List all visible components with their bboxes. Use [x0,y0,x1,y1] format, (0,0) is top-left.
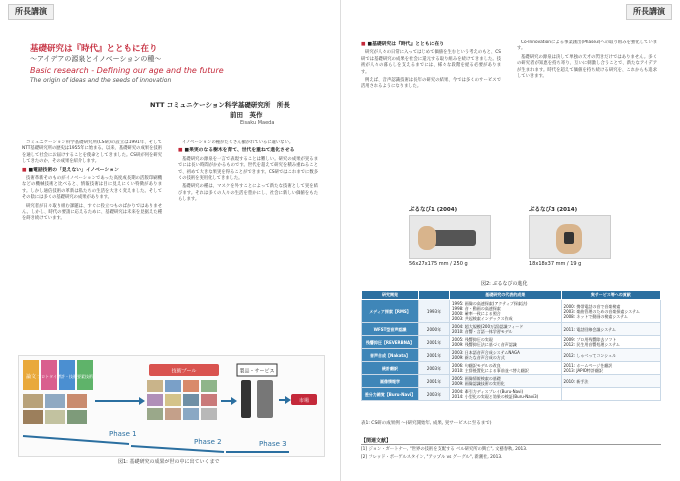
table-header-row [362,291,661,300]
table-cell-service: 2011: 電話回線会議システム [561,323,660,336]
table-row [362,375,661,388]
table-cell-result: 2005: 残響抑圧の実現 2009: 残響抑圧法に基づく音声認識 [450,336,562,349]
table-cell-proj: メディア探索【RMS】 [362,300,419,323]
table-cell-result: 2005: 画像情報検索の基礎 2009: 画像認識技術の実用化 [450,375,562,388]
article-title-en: Basic research - Defining our age and the future [30,66,224,75]
table-cell-proj: 画像情報学 [362,375,419,388]
device2-photo [529,215,611,259]
body-paragraph: Co-Innovationによる事業創出(Phase3)への取り組みを強化しています。 [517,40,657,52]
research-image-tiles [23,394,87,424]
right-column-2 [517,40,657,200]
figure-1-caption: 図1: 基礎研究の成果が世の中に出ていくまで [118,459,220,465]
tech-pool-images [147,380,217,420]
section-heading: ■ ■電話技術の「見えない」イノベーション [22,168,162,174]
table-cell-result: 2003: 日本語音声合成システムNAGA 2009: 新たな音声合成の方式 [450,349,562,362]
box-label-element: 要素技術 [77,374,93,379]
body-paragraph: コミュニケーション科学基礎研究所(CS研)の設立は1991年、そしてNTT基礎研究所の歴史は1955年に始まる。以来、基礎研究の成果を技術を通して社会にお届けすることを使命としてきました。CS研が何を研究してきたのか、その成果を紹介します。 [22,140,162,165]
article-title-jp: 基礎研究は『時代』とともに在り [30,44,158,54]
reference-item: [1] ジョン・ガートナー, "世界の技術を支配する ベル研究所の興亡", 文藝春秋, 2013. [361,447,528,452]
box-label-patent: 特許・技術 [57,374,77,379]
table-cell-year: 2001年 [419,375,450,388]
author-name: 前田 英作 [230,111,263,119]
table-cell-proj: WFST型音声認識 [362,323,419,336]
products-label: 製品・サービス [239,368,275,375]
tech-pool-label: 技術プール [171,368,197,375]
article-subtitle-en: The origin of ideas and the seeds of innovation [30,77,172,84]
body-paragraph: イノベーションの種がたくさん撒かれているに違いない。 [182,140,294,145]
table-row [362,362,661,375]
section-heading: ■ ■果実のなる樹木を育て、世代を重ねて進化させる [178,148,318,154]
right-page [340,0,680,481]
table-cell-result: 2004: 牽引力ディスプレイ(Buru-Navi) 2014: 小型化の実現と効果の検証(Buru-Navi3) [450,388,562,401]
table-cell-year: 2003年 [419,362,450,375]
table-cell-service: 2011: ホームページを翻訳 2013: JAPIO特許翻訳 [561,362,660,375]
table-row [362,323,661,336]
table-row [362,349,661,362]
table-header: 実サービス等への貢献 [561,291,660,300]
table-cell-year: 2001年 [419,336,450,349]
figure-1-diagram [18,355,325,457]
table-cell-result: 2004: 超大規模(200万語)認識フィード 2010: 音響・言語一体学習モデル [450,323,562,336]
body-paragraph: 研究者が日々取り組む課題は、すぐに役立つものばかりではありません。しかし、時代の要請に応えるために、基礎研究は未来を見据えた種を蒔き続けています。 [22,203,162,222]
author-name-en: Eisaku Maeda [240,120,275,126]
product-phone [257,380,273,418]
table-caption: 表1: CS研の成果例 〜(研究開始年, 成果, 実サービスに至るまで) [361,421,492,426]
table-row [362,336,661,349]
left-column-1 [22,140,162,345]
device2-size: 18x18x37 mm / 19 g [529,261,582,267]
phase1-label: Phase 1 [109,430,137,438]
body-paragraph: 基礎研究の種は、マスクを外すことによって新たな技術として実を結びます。それは多くの人々の生活を豊かにし、社会に新しい価値をもたらします。 [178,184,318,203]
device1-label: ぶるなび1 (2004) [409,207,458,213]
table-cell-proj: 音声合成【Nakata】 [362,349,419,362]
right-column-1 [361,40,501,200]
body-paragraph: 研究が人々の日常に入ってはじめて価値を生むという考えのもと、CS研では基礎研究の成果を社会に還元する取り組みを続けてきました。技術が人々の暮らしを支えるまでには、様々な段階を経る必要があります。 [361,50,501,75]
body-paragraph: 基礎研究の源泉を一言で表現することは難しい。研究の成果が実るまでには長い時間がかかるものです。世代を超えて研究を積み重ねることで、初めて大きな果実を得ることができます。CS研ではこれまでに数多くの技術を実用化してきました。 [178,156,318,182]
phase2-label: Phase 2 [194,438,222,446]
box-label-prototype: プロトタイプ [37,374,61,379]
table-cell-service: 2000: 携帯電話の音で音楽検索 2003: 楽曲管理のための音楽探索システム 2008: ネットで動画の検索システム [561,300,660,323]
figure-1-svg [19,356,324,456]
reference-item: [2] フレッド・ポーゲルスタイン, "アップル vs グーグル", 新潮社, 2013. [361,455,503,460]
references-title: 【関連文献】 [361,437,661,445]
table-cell-service: 2010: 新手法 [561,375,660,388]
section-header-right: 所長講演 [626,4,672,20]
phase3-label: Phase 3 [259,440,287,448]
device2-label: ぶるなび3 (2014) [529,207,578,213]
table-header: 基礎研究の代表的成果 [450,291,562,300]
table-cell-result: 2006: 句翻訳モデルの改良 2010: 主辞後置化による事前並べ替え翻訳 [450,362,562,375]
table-cell-proj: 統計翻訳 [362,362,419,375]
table-header [419,291,450,300]
table-cell-proj: 残響抑圧【REVERBNA】 [362,336,419,349]
market-label: 市場 [298,398,310,404]
table-cell-year: 1993年 [419,300,450,323]
table-cell-service: 2012: しゃべってコンシェル [561,349,660,362]
figure-2-caption: 図2: ぶるなびの進化 [481,281,528,287]
table-cell-proj: 差分力錯覚【Buru-Navi】 [362,388,419,401]
article-subtitle-jp: 〜アイデアの源泉とイノベーションの種〜 [30,55,162,63]
table-cell-year: 2003年 [419,388,450,401]
box-label-paper: 論文 [25,374,37,380]
table-cell-service [561,388,660,401]
figure-2-devices [399,205,619,275]
left-column-2 [178,140,318,345]
table-cell-year: 2000年 [419,323,450,336]
phase2-line [131,446,224,452]
table-cell-result: 1995: 画像の高速探索(アクティブ探索法) 1998: 音・動画の高速探索 2000: 確率一致による照合 2003: 共起検索インデックス作成 [450,300,562,323]
body-paragraph: 例えば、音声認識技術は長年の研究の結果、今では多くのサービスで活用されるようになりました。 [361,78,501,90]
body-paragraph: 技術革新そのものがイノベーションであった高度成長期の活版印刷機などの機械技術と比べると、情報技術は目に見えにくい特徴があります。しかし通信技術の革新は私たちの生活を大きく変えました。そしてその陰には多くの基礎研究の成果があります。 [22,176,162,201]
table-cell-year: 2001年 [419,349,450,362]
section-header-left: 所長講演 [8,4,54,20]
product-device [241,380,251,418]
table-header: 研究開発 [362,291,419,300]
table-row [362,388,661,401]
author-affiliation: NTT コミュニケーション科学基礎研究所 所長 [150,101,290,109]
body-paragraph: 基礎研究の源泉は決して単独の天才の閃きだけではありません。多くの研究者が知恵を持ち寄り、互いに刺激し合うことで、新たなアイデアが生まれます。時代を超えて価値を持ち続ける研究を、これからも追求していきます。 [517,54,657,80]
device1-size: 56x27x175 mm / 250 g [409,261,468,267]
device1-photo [409,215,491,259]
table-cell-service: 2009: プロ用残響除去ソフト 2012: 民生用音響処理システム [561,336,660,349]
section-heading: ■ ■基礎研究は『時代』とともに在り [361,42,501,48]
results-table [361,290,661,401]
table-row [362,300,661,323]
